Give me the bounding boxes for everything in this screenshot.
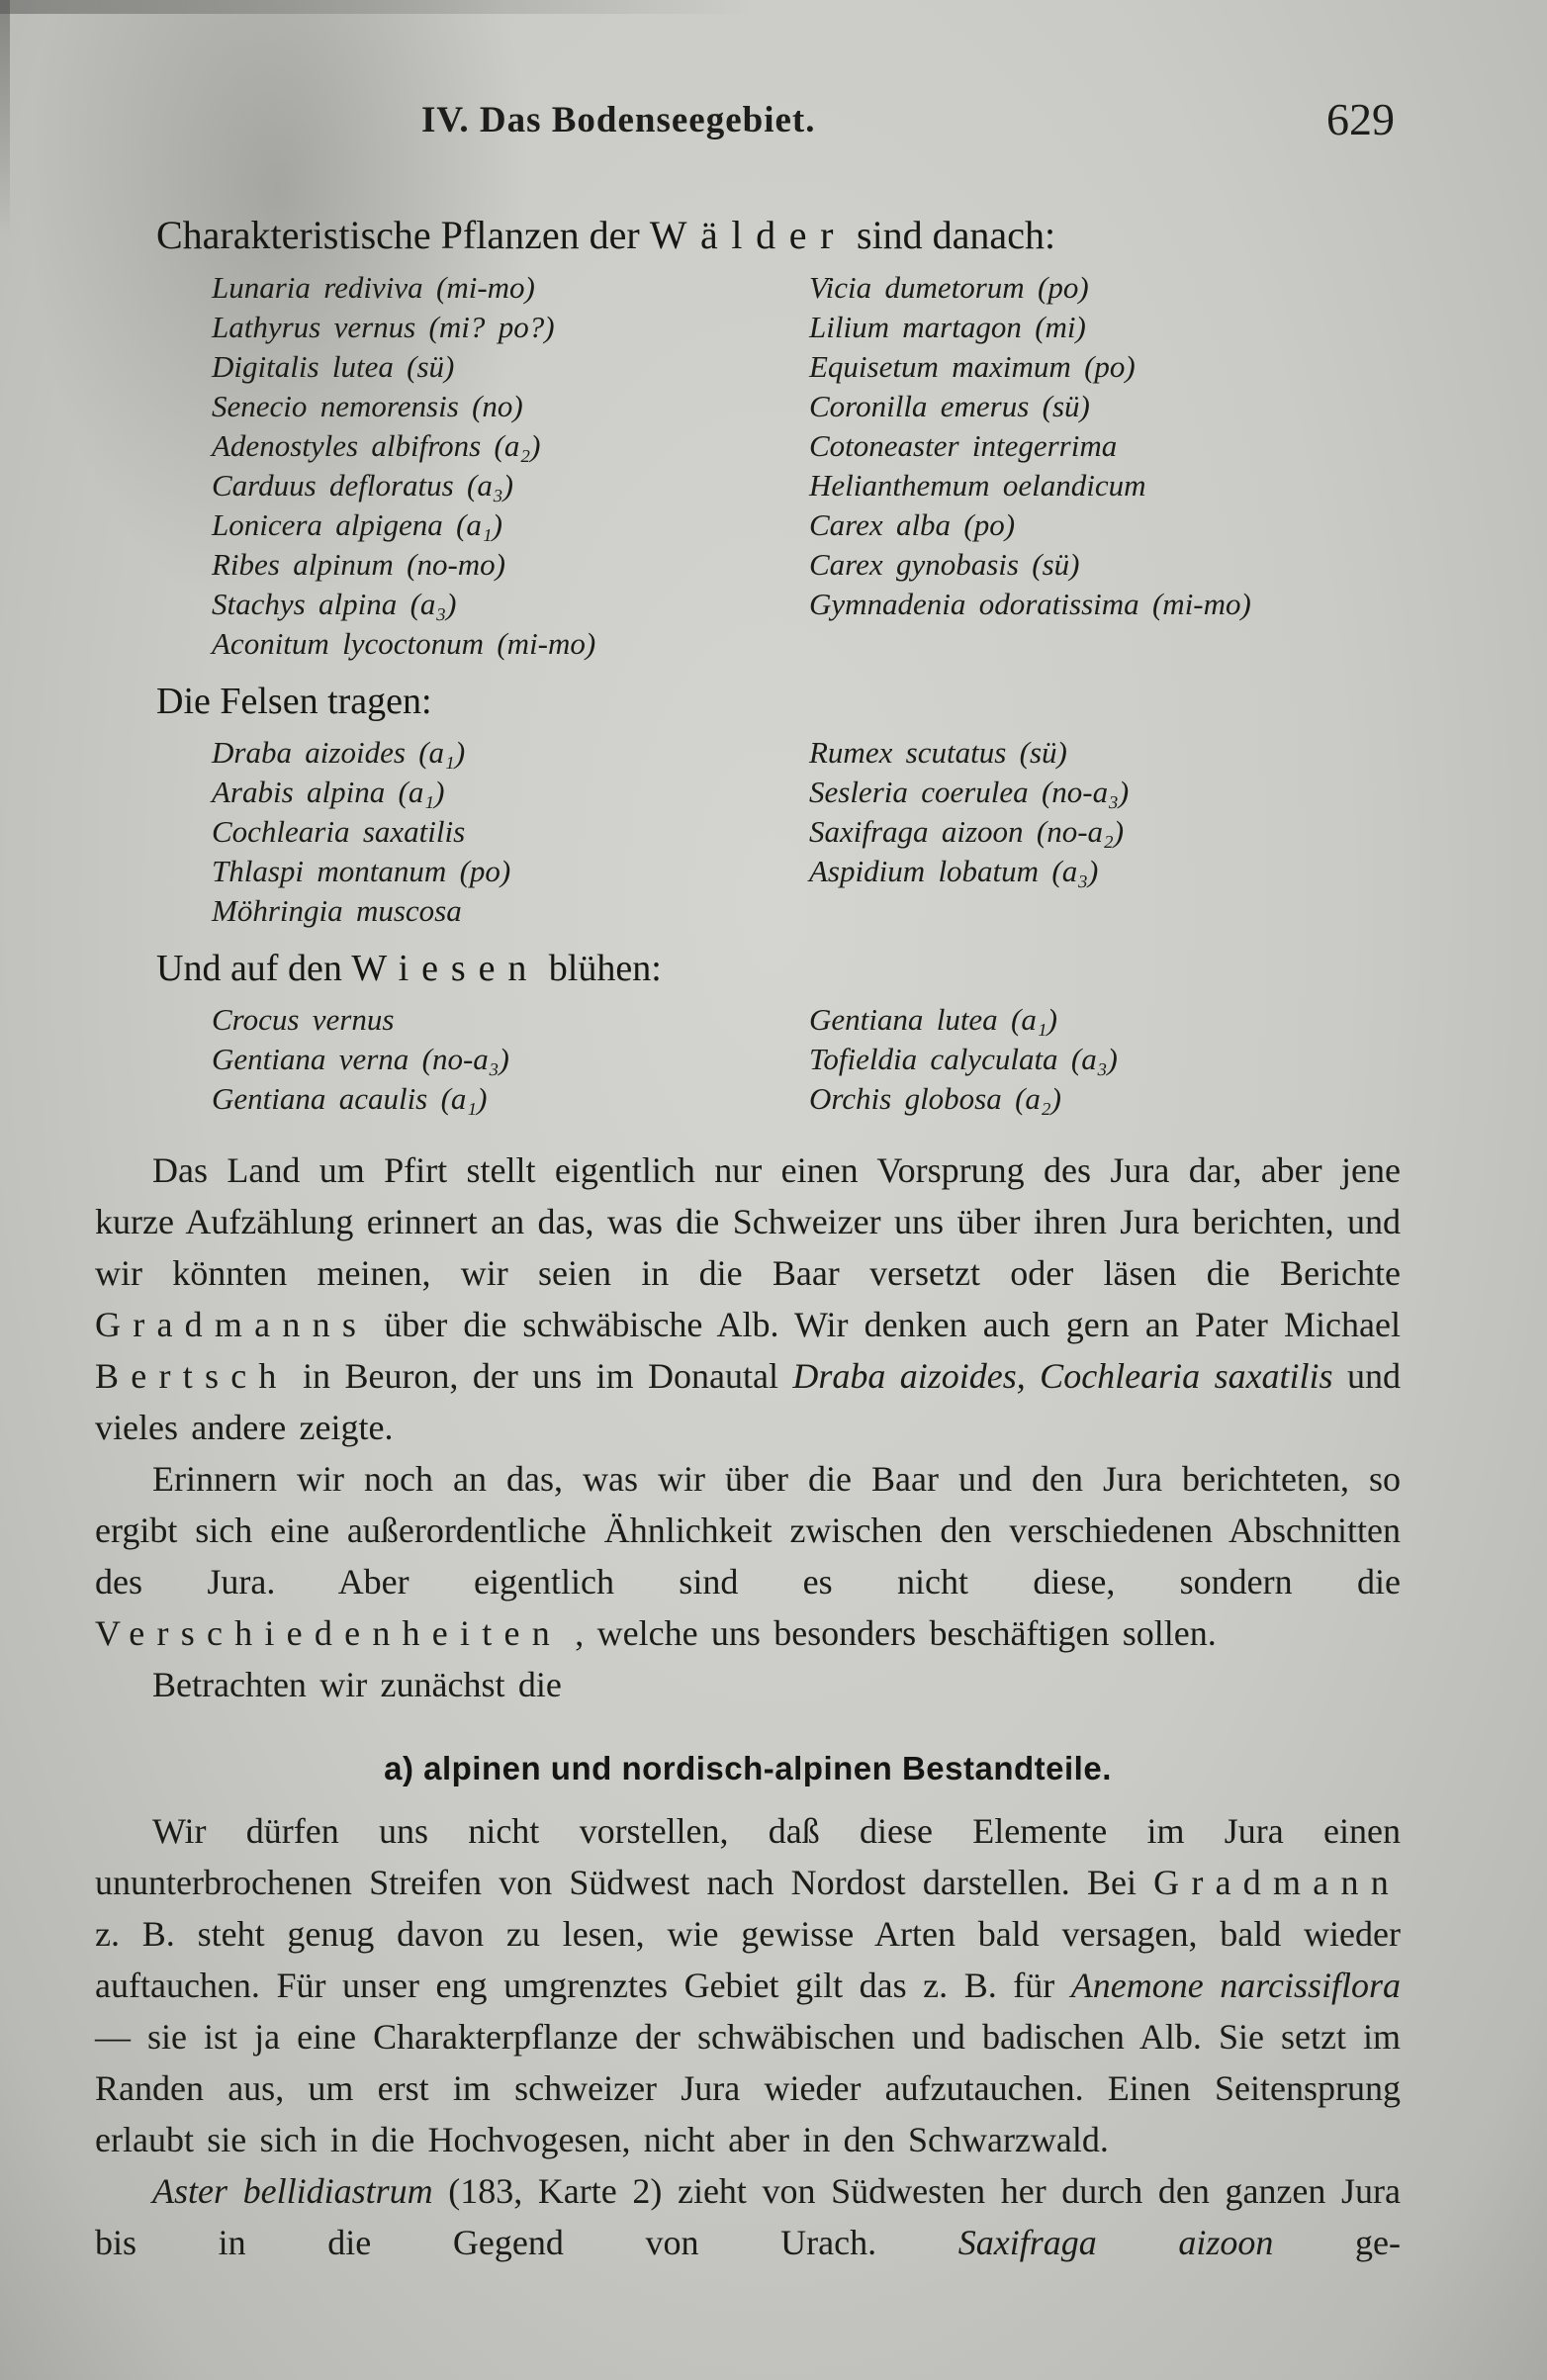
running-head bbox=[95, 94, 1401, 160]
text-segment: Betrachten wir zunächst die bbox=[152, 1665, 562, 1704]
plant-item: Rumex scutatus (sü) bbox=[809, 735, 1067, 770]
meadows-list-left-column bbox=[212, 1000, 805, 1119]
text-segment: Wir dürfen uns nicht vorstellen, daß diese Elemente im Jura einen ununterbrochenen Streifen von Südwest nach Nordost darstellen. Bei bbox=[95, 1811, 1401, 1902]
alpine-section-heading: a) alpinen und nordisch-alpinen Bestandteile. bbox=[384, 1750, 1112, 1786]
chapter-title: IV. Das Bodenseegebiet. bbox=[421, 100, 816, 140]
text-segment: — sie ist ja eine Charakterpflanze der schwäbischen und badischen Alb. Sie setzt im Randen aus, um erst im schweizer Jura wieder aufzutauchen. Einen Seitensprung erlaubt sie sich in die Hochvogesen, nicht aber in den Schwarzwald. bbox=[95, 2017, 1401, 2159]
text-segment: Gradmann bbox=[1153, 1863, 1401, 1902]
text-segment: , welche uns besonders beschäftigen sollen. bbox=[561, 1613, 1217, 1653]
plant-item: Aconitum lycoctonum (mi-mo) bbox=[212, 626, 596, 661]
woods-list-right-column bbox=[805, 268, 1381, 664]
text-segment: Anemone narcissiflora bbox=[1070, 1966, 1401, 2005]
plant-item: Lunaria rediviva (mi-mo) bbox=[212, 270, 535, 305]
text-segment: Gradmanns bbox=[95, 1305, 369, 1344]
rocks-list-right-column bbox=[805, 733, 1381, 931]
plant-item: Cotoneaster integerrima bbox=[809, 428, 1118, 463]
plant-item: Thlaspi montanum (po) bbox=[212, 854, 511, 888]
plant-item: Carex gynobasis (sü) bbox=[809, 547, 1080, 582]
intro-heading bbox=[156, 212, 1401, 258]
meadows-plant-list bbox=[212, 1000, 1381, 1119]
plant-item: Senecio nemorensis (no) bbox=[212, 389, 523, 423]
plant-item: Draba aizoides (a₁) bbox=[212, 735, 466, 770]
plant-item: Vicia dumetorum (po) bbox=[809, 270, 1089, 305]
text-segment: (183, Karte 2) zieht von Südwesten her durch den ganzen Jura bis in die Gegend von Urach. bbox=[95, 2171, 1401, 2262]
rocks-plant-list bbox=[212, 733, 1381, 931]
text-segment: z. B. steht genug davon zu lesen, wie gewisse Arten bald versagen, bald wieder auftauchen. Für unser eng umgrenztes Gebiet gilt das z. B. für bbox=[95, 1914, 1401, 2005]
plant-item: Equisetum maximum (po) bbox=[809, 349, 1136, 384]
text-segment: und vieles andere zeigte. bbox=[95, 1356, 1401, 1447]
woods-list-left-column bbox=[212, 268, 805, 664]
plant-item: Arabis alpina (a₁) bbox=[212, 775, 445, 809]
text-segment: Wälder bbox=[649, 213, 847, 257]
page-number: 629 bbox=[1326, 94, 1395, 144]
rocks-list-left-column bbox=[212, 733, 805, 931]
text-segment: ge- bbox=[1273, 2223, 1401, 2262]
woods-plant-list bbox=[212, 268, 1381, 664]
plant-item: Helianthemum oelandicum bbox=[809, 468, 1146, 503]
plant-item: Saxifraga aizoon (no-a₂) bbox=[809, 814, 1125, 849]
plant-item: Gentiana acaulis (a₁) bbox=[212, 1081, 488, 1116]
plant-item: Lathyrus vernus (mi? po?) bbox=[212, 310, 555, 344]
plant-item: Carduus defloratus (a₃) bbox=[212, 468, 513, 503]
plant-item: Gentiana lutea (a₁) bbox=[809, 1002, 1057, 1037]
plant-item: Lilium martagon (mi) bbox=[809, 310, 1086, 344]
text-segment: Das Land um Pfirt stellt eigentlich nur einen Vorsprung des Jura dar, aber jene kurze Aufzählung erinnert an das, was die Schweizer uns über ihren Jura berichten, und wir könnten meinen, wir seien in die Baar versetzt oder läsen die Berichte bbox=[95, 1150, 1401, 1293]
text-segment: Saxifraga aizoon bbox=[957, 2223, 1274, 2262]
plant-item: Aspidium lobatum (a₃) bbox=[809, 854, 1099, 888]
text-segment: über die schwäbische Alb. Wir denken auch gern an Pater Michael bbox=[368, 1305, 1401, 1344]
plant-item: Gymnadenia odoratissima (mi-mo) bbox=[809, 587, 1251, 621]
paragraph-pfirt bbox=[95, 1144, 1401, 1453]
meadows-heading bbox=[156, 947, 1401, 990]
plant-item: Coronilla emerus (sü) bbox=[809, 389, 1090, 423]
plant-item: Carex alba (po) bbox=[809, 507, 1016, 542]
plant-item: Gentiana verna (no-a₃) bbox=[212, 1042, 509, 1076]
text-segment: Erinnern wir noch an das, was wir über die Baar und den Jura berichteten, so ergibt sich eine außerordentliche Ähnlichkeit zwischen den verschiedenen Abschnitten des Jura. Aber eigentlich sind es nicht diese, sondern die bbox=[95, 1459, 1401, 1602]
plant-item: Adenostyles albifrons (a₂) bbox=[212, 428, 541, 463]
rocks-heading bbox=[156, 680, 1401, 723]
body-text bbox=[95, 1144, 1401, 2268]
text-segment: sind danach: bbox=[847, 213, 1056, 257]
text-segment: Charakteristische Pflanzen der bbox=[156, 213, 650, 257]
plant-item: Stachys alpina (a₃) bbox=[212, 587, 457, 621]
text-segment: Draba aizoides, Cochlearia saxatilis bbox=[792, 1356, 1333, 1396]
text-segment: in Beuron, der uns im Donautal bbox=[288, 1356, 793, 1396]
text-segment: Wiesen bbox=[351, 948, 540, 989]
plant-item: Ribes alpinum (no-mo) bbox=[212, 547, 506, 582]
plant-item: Lonicera alpigena (a₁) bbox=[212, 507, 503, 542]
plant-item: Möhringia muscosa bbox=[212, 893, 462, 928]
paragraph-erinnern bbox=[95, 1453, 1401, 1659]
text-segment: Und auf den bbox=[156, 948, 352, 989]
plant-item: Sesleria coerulea (no-a₃) bbox=[809, 775, 1130, 809]
plant-item: Digitalis lutea (sü) bbox=[212, 349, 455, 384]
text-segment: Die Felsen tragen: bbox=[156, 681, 432, 722]
text-segment: Verschiedenheiten bbox=[95, 1613, 562, 1653]
text-segment: blühen: bbox=[539, 948, 662, 989]
text-segment: Bertsch bbox=[95, 1356, 289, 1396]
plant-item: Crocus vernus bbox=[212, 1002, 395, 1037]
meadows-list-right-column bbox=[805, 1000, 1381, 1119]
plant-item: Cochlearia saxatilis bbox=[212, 814, 466, 849]
plant-item: Tofieldia calyculata (a₃) bbox=[809, 1042, 1118, 1076]
paragraph-aster bbox=[95, 2165, 1401, 2268]
paragraph-wir-duerfen bbox=[95, 1805, 1401, 2165]
paragraph-betrachten bbox=[95, 1659, 1401, 1710]
text-segment: Aster bellidiastrum bbox=[152, 2171, 433, 2211]
plant-item: Orchis globosa (a₂) bbox=[809, 1081, 1061, 1116]
